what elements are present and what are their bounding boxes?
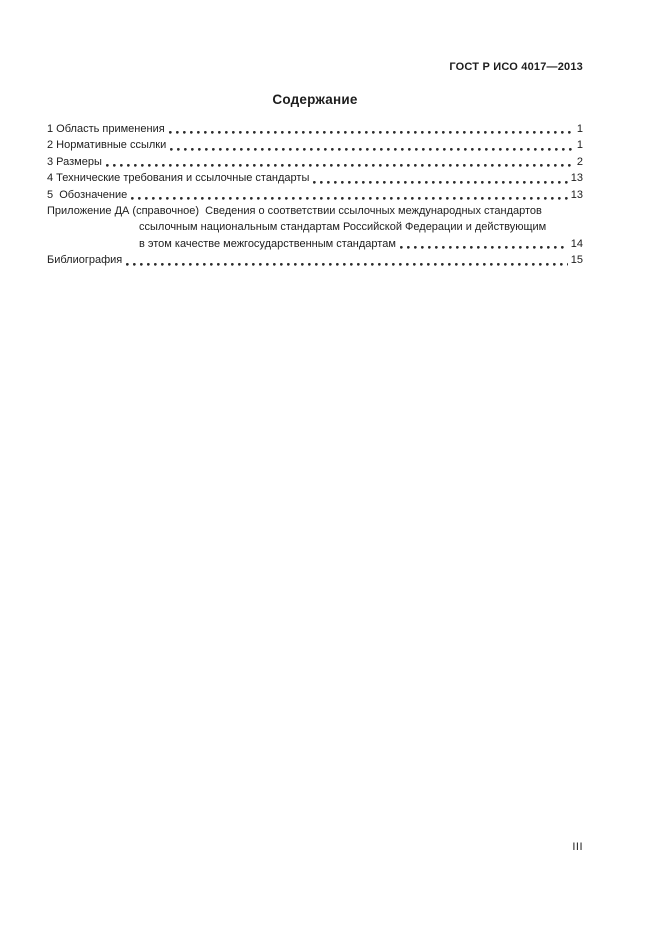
dot-leader [400,246,568,249]
table-of-contents [47,121,583,269]
toc-entry-label: 1 Область применения [47,123,165,135]
toc-entry-label: ссылочным национальным стандартам Российской Федерации и действующим [139,221,547,234]
toc-entry-page: 14 [570,237,583,250]
toc-entry-label: в этом качестве межгосударственным стандартам [139,237,396,250]
toc-bibliography-entry [47,252,583,268]
toc-appendix-line-3 [47,236,583,252]
toc-entry [47,154,583,170]
page-title: Содержание [272,92,358,107]
toc-entry-page: 1 [576,123,583,135]
toc-entry-label: 5 Обозначение [47,188,128,201]
toc-entry-page: 2 [576,155,583,168]
dot-leader [131,197,567,200]
dot-leader [313,181,567,184]
toc-entry-page: 13 [570,172,583,185]
dot-leader [169,131,574,134]
toc-entry [47,121,583,137]
toc-entry-label: 3 Размеры [47,155,102,168]
toc-appendix-entry [47,203,583,252]
toc-entry-page: 1 [576,139,583,152]
toc-entry [47,170,583,186]
toc-entry-label: 4 Технические требования и ссылочные стандарты [47,172,310,185]
document-header: ГОСТ Р ИСО 4017—2013 [449,61,583,73]
toc-entry-label: Библиография [47,254,123,267]
toc-entry [47,137,583,153]
toc-entry-label: 2 Нормативные ссылки [47,139,167,152]
toc-entry-page: 15 [570,254,583,267]
toc-entry-label: Приложение ДА (справочное) Сведения о соответствии ссылочных международных стандартов [47,204,542,217]
dot-leader [106,164,574,167]
toc-appendix-line-2 [47,219,583,235]
page-number: III [572,841,583,853]
dot-leader [170,148,574,151]
toc-appendix-line-1 [47,203,583,219]
toc-entry [47,187,583,203]
toc-entry-page: 13 [570,188,583,201]
dot-leader [126,263,568,266]
